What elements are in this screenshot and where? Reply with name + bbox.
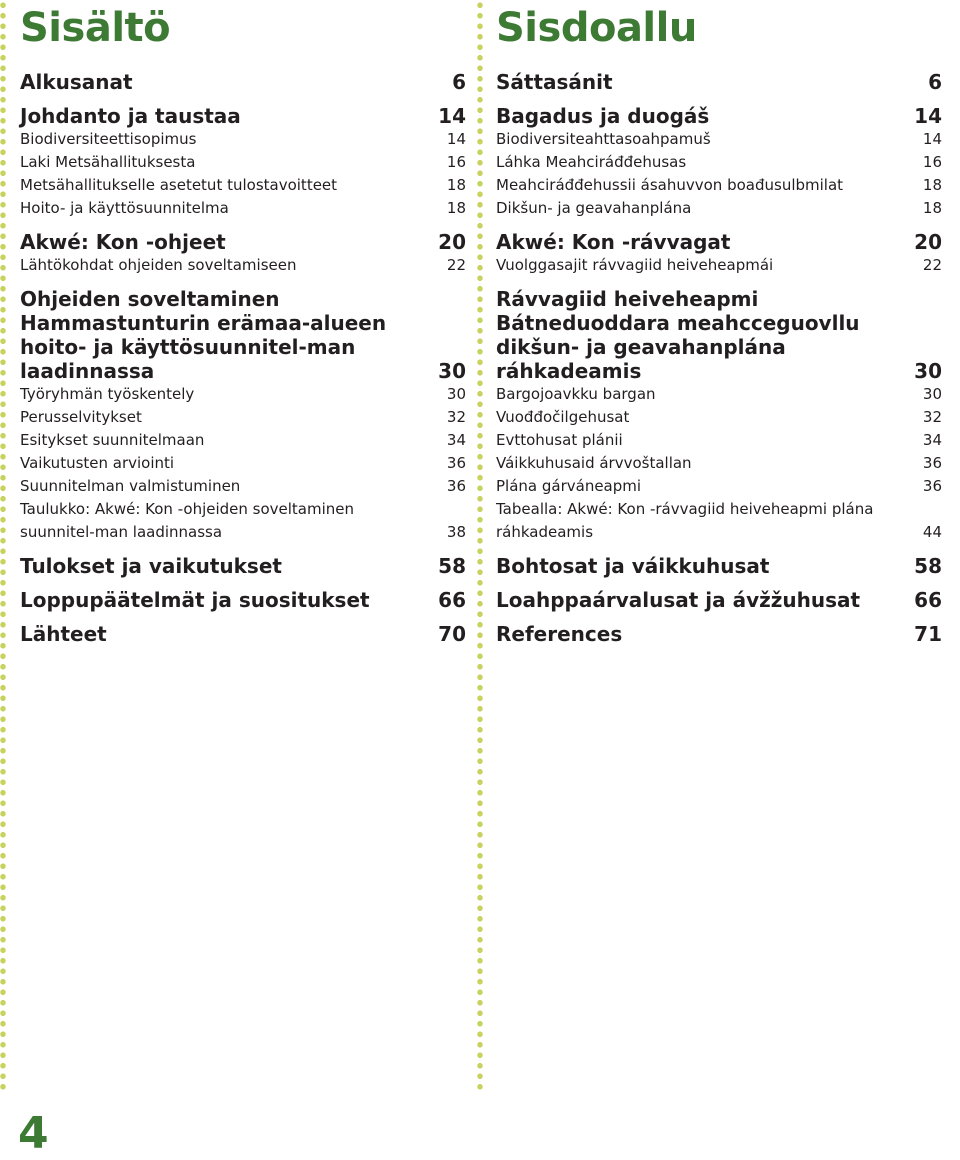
toc-item-label: Metsähallitukselle asetetut tulostavoitteet <box>20 176 338 194</box>
toc-item-page: 32 <box>446 408 466 426</box>
toc-item-page: 44 <box>922 523 942 541</box>
toc-item[interactable] <box>496 406 942 429</box>
toc-section <box>496 554 942 578</box>
toc-section <box>496 622 942 646</box>
toc-item-page: 38 <box>446 523 466 541</box>
toc-section-entry[interactable] <box>496 287 942 383</box>
toc-section-entry[interactable] <box>496 588 942 612</box>
toc-item[interactable] <box>496 197 942 220</box>
toc-item-label: Esitykset suunnitelmaan <box>20 431 205 449</box>
toc-column-sami <box>496 0 942 646</box>
toc-item-label: Suunnitelman valmistuminen <box>20 477 241 495</box>
toc-item[interactable] <box>20 406 466 429</box>
toc-item-label: Työryhmän työskentely <box>20 385 195 403</box>
toc-section-title: Rávvagiid heiveheapmi Bátneduoddara meahcceguovllu dikšun- ja geavahanplána ráhkadeamis <box>496 287 860 383</box>
toc-section-title: References <box>496 622 623 646</box>
toc-item-label: Tabealla: Akwé: Kon -rávvagiid heiveheapmi plána ráhkadeamis <box>496 500 874 541</box>
toc-section-page: 58 <box>914 554 942 578</box>
toc-section-page: 6 <box>928 70 942 94</box>
toc-item[interactable] <box>496 452 942 475</box>
toc-section-page: 66 <box>438 588 466 612</box>
toc-item-label: Vuođđočilgehusat <box>496 408 630 426</box>
toc-section-entry[interactable] <box>496 230 942 254</box>
toc-section <box>496 287 942 544</box>
toc-item-label: Biodiversiteettisopimus <box>20 130 197 148</box>
toc-item-page: 30 <box>922 385 942 403</box>
toc-section-title: Ohjeiden soveltaminen Hammastunturin erämaa-alueen hoito- ja käyttösuunnitel-man laadinnassa <box>20 287 387 383</box>
toc-section-page: 66 <box>914 588 942 612</box>
toc-section <box>20 104 466 220</box>
toc-item-page: 18 <box>922 176 942 194</box>
toc-section <box>496 230 942 277</box>
toc-section-page: 58 <box>438 554 466 578</box>
toc-section-page: 71 <box>914 622 942 646</box>
toc-section-entry[interactable] <box>496 622 942 646</box>
toc-item-page: 36 <box>446 477 466 495</box>
toc-section-entry[interactable] <box>20 287 466 383</box>
toc-item-page: 34 <box>922 431 942 449</box>
toc-item-page: 22 <box>446 256 466 274</box>
toc-item-page: 18 <box>446 199 466 217</box>
toc-item[interactable] <box>496 128 942 151</box>
toc-section-page: 20 <box>914 230 942 254</box>
toc-column-finnish <box>20 0 466 646</box>
toc-section-page: 30 <box>914 359 942 383</box>
toc-section-entry[interactable] <box>496 70 942 94</box>
toc-section-title: Alkusanat <box>20 70 133 94</box>
toc-section <box>20 588 466 612</box>
toc-item-label: Lähtökohdat ohjeiden soveltamiseen <box>20 256 297 274</box>
toc-section-page: 14 <box>438 104 466 128</box>
toc-section-title: Lähteet <box>20 622 107 646</box>
toc-item-label: Meahciráđđehussii ásahuvvon boađusulbmilat <box>496 176 844 194</box>
toc-section-entry[interactable] <box>20 554 466 578</box>
toc-item[interactable] <box>496 475 942 498</box>
toc-item-label: Bargojoavkku bargan <box>496 385 656 403</box>
toc-section-title: Sáttasánit <box>496 70 613 94</box>
dotted-divider-center <box>477 0 483 1090</box>
toc-item[interactable] <box>20 475 466 498</box>
toc-item-label: Biodiversiteahttasoahpamuš <box>496 130 711 148</box>
toc-item-page: 18 <box>922 199 942 217</box>
toc-section-page: 20 <box>438 230 466 254</box>
toc-item-label: Taulukko: Akwé: Kon -ohjeiden soveltaminen suunnitel-man laadinnassa <box>20 500 355 541</box>
toc-section-entry[interactable] <box>20 230 466 254</box>
toc-item[interactable] <box>20 174 466 197</box>
toc-section-page: 30 <box>438 359 466 383</box>
toc-item-page: 36 <box>446 454 466 472</box>
toc-section-title: Bohtosat ja váikkuhusat <box>496 554 770 578</box>
toc-item[interactable] <box>496 383 942 406</box>
toc-item-page: 30 <box>446 385 466 403</box>
toc-section-entry[interactable] <box>20 70 466 94</box>
toc-section <box>20 622 466 646</box>
toc-item[interactable] <box>496 254 942 277</box>
toc-section-title: Loahppaárvalusat ja ávžžuhusat <box>496 588 861 612</box>
toc-item[interactable] <box>496 151 942 174</box>
toc-section-page: 6 <box>452 70 466 94</box>
page-number: 4 <box>18 1108 49 1159</box>
toc-section-entry[interactable] <box>20 104 466 128</box>
toc-section <box>20 230 466 277</box>
toc-item-label: Evttohusat plánii <box>496 431 623 449</box>
toc-item[interactable] <box>20 383 466 406</box>
toc-item-page: 14 <box>922 130 942 148</box>
toc-section-title: Johdanto ja taustaa <box>20 104 241 128</box>
toc-item[interactable] <box>496 498 942 544</box>
toc-sections <box>496 70 942 646</box>
toc-item[interactable] <box>20 197 466 220</box>
toc-section <box>20 70 466 94</box>
toc-section-page: 14 <box>914 104 942 128</box>
toc-item[interactable] <box>496 174 942 197</box>
toc-item-page: 16 <box>922 153 942 171</box>
toc-section <box>496 588 942 612</box>
toc-item[interactable] <box>20 498 466 544</box>
toc-section-title: Loppupäätelmät ja suositukset <box>20 588 370 612</box>
toc-section <box>20 554 466 578</box>
toc-item-label: Perusselvitykset <box>20 408 142 426</box>
toc-heading: Sisältö <box>20 5 171 51</box>
toc-section-page: 70 <box>438 622 466 646</box>
toc-item[interactable] <box>496 429 942 452</box>
toc-sections <box>20 70 466 646</box>
toc-item-page: 36 <box>922 477 942 495</box>
toc-section <box>496 104 942 220</box>
toc-section <box>496 70 942 94</box>
toc-item-label: Vuolggasajit rávvagiid heiveheapmái <box>496 256 774 274</box>
toc-item-label: Laki Metsähallituksesta <box>20 153 196 171</box>
toc-section-entry[interactable] <box>20 622 466 646</box>
toc-item-page: 18 <box>446 176 466 194</box>
toc-item[interactable] <box>20 429 466 452</box>
toc-item[interactable] <box>20 254 466 277</box>
toc-heading: Sisdoallu <box>496 5 697 51</box>
toc-item[interactable] <box>20 151 466 174</box>
toc-section-title: Akwé: Kon -rávvagat <box>496 230 731 254</box>
toc-item-label: Dikšun- ja geavahanplána <box>496 199 692 217</box>
toc-item-page: 14 <box>446 130 466 148</box>
toc-item-label: Láhka Meahciráđđehusas <box>496 153 687 171</box>
dotted-border-left <box>0 0 6 1090</box>
toc-item-label: Vaikutusten arviointi <box>20 454 175 472</box>
toc-section-title: Tulokset ja vaikutukset <box>20 554 282 578</box>
toc-section-entry[interactable] <box>496 104 942 128</box>
toc-section-entry[interactable] <box>20 588 466 612</box>
toc-item-page: 32 <box>922 408 942 426</box>
toc-item-page: 22 <box>922 256 942 274</box>
toc-section <box>20 287 466 544</box>
toc-item-label: Váikkuhusaid árvvoštallan <box>496 454 692 472</box>
toc-section-title: Akwé: Kon -ohjeet <box>20 230 226 254</box>
toc-item-label: Plána gárváneapmi <box>496 477 642 495</box>
toc-section-title: Bagadus ja duogáš <box>496 104 710 128</box>
toc-item[interactable] <box>20 452 466 475</box>
toc-item-page: 36 <box>922 454 942 472</box>
toc-section-entry[interactable] <box>496 554 942 578</box>
toc-item-label: Hoito- ja käyttösuunnitelma <box>20 199 229 217</box>
toc-item[interactable] <box>20 128 466 151</box>
toc-item-page: 34 <box>446 431 466 449</box>
toc-item-page: 16 <box>446 153 466 171</box>
